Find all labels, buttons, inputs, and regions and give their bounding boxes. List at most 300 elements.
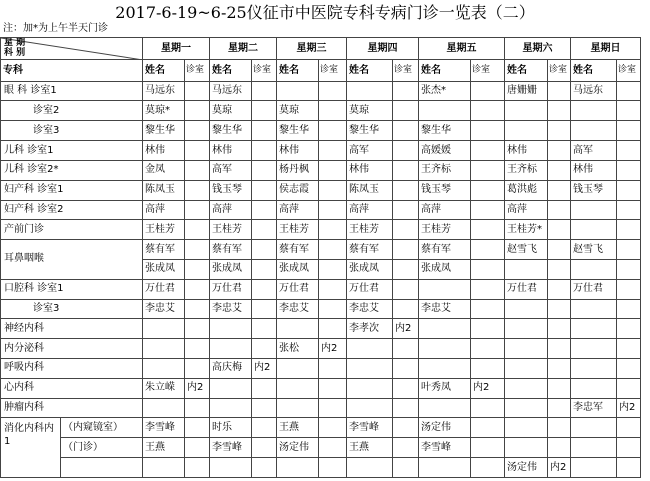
room-cell [617, 240, 641, 260]
room-cell [319, 299, 347, 319]
doctor-name-cell: 钱玉琴 [210, 180, 252, 200]
doctor-name-cell [277, 359, 319, 379]
doctor-name-cell [347, 339, 393, 359]
doctor-name-cell [505, 398, 548, 418]
doctor-name-cell: 蔡有军 [210, 240, 252, 260]
room-cell [471, 200, 505, 220]
doctor-name-cell: 李孝次 [347, 319, 393, 339]
doctor-name-cell: 高军 [347, 141, 393, 161]
doctor-name-cell [571, 339, 617, 359]
room-cell [393, 160, 419, 180]
room-cell [471, 398, 505, 418]
doctor-name-cell [571, 101, 617, 121]
dept-cell: 消化内科内1 [1, 418, 61, 478]
room-cell [185, 359, 210, 379]
room-cell [393, 101, 419, 121]
room-cell [319, 458, 347, 478]
room-cell [548, 398, 571, 418]
doctor-name-cell [571, 220, 617, 240]
room-cell [471, 240, 505, 260]
room-cell [319, 240, 347, 260]
room-cell [617, 200, 641, 220]
doctor-name-cell: 赵雪飞 [505, 240, 548, 260]
room-cell [617, 180, 641, 200]
room-cell [393, 259, 419, 279]
doctor-name-cell: 唐姗姗 [505, 81, 548, 101]
doctor-name-cell: 黎生华 [277, 121, 319, 141]
header-corner [1, 38, 143, 60]
doctor-name-cell: 叶秀凤 [419, 378, 471, 398]
room-cell [185, 259, 210, 279]
day-header: 星期五 [419, 38, 505, 60]
room-header: 诊室 [617, 60, 641, 81]
room-cell [548, 180, 571, 200]
doctor-name-cell [143, 458, 185, 478]
doctor-name-cell [505, 319, 548, 339]
room-cell [185, 299, 210, 319]
room-cell [393, 121, 419, 141]
dept-cell: 口腔科 诊室1 [1, 279, 143, 299]
doctor-name-cell [419, 398, 471, 418]
doctor-name-cell [347, 378, 393, 398]
doctor-name-cell: 张松 [277, 339, 319, 359]
doctor-name-cell: 王燕 [277, 418, 319, 438]
room-cell [471, 141, 505, 161]
doctor-name-cell: 万仕君 [143, 279, 185, 299]
table-row [1, 359, 641, 379]
room-cell [319, 319, 347, 339]
doctor-name-cell [143, 398, 185, 418]
doctor-name-cell: 黎生华 [419, 121, 471, 141]
dept-cell: 儿科 诊室1 [1, 141, 143, 161]
room-cell [617, 259, 641, 279]
schedule-table [0, 37, 641, 478]
room-cell [393, 438, 419, 458]
doctor-name-cell: 王燕 [347, 438, 393, 458]
room-cell [393, 180, 419, 200]
room-cell [393, 279, 419, 299]
table-row [1, 378, 641, 398]
room-cell [252, 141, 277, 161]
room-cell [548, 319, 571, 339]
doctor-name-cell [143, 319, 185, 339]
dept-cell: 心内科 [1, 378, 143, 398]
table-row [1, 458, 641, 478]
doctor-name-cell: 陈凤玉 [143, 180, 185, 200]
dept-cell: 肿瘤内科 [1, 398, 143, 418]
table-row [1, 160, 641, 180]
doctor-name-cell: 蔡有军 [419, 240, 471, 260]
doctor-name-cell: 李忠军 [571, 398, 617, 418]
room-cell [471, 319, 505, 339]
room-cell [252, 299, 277, 319]
doctor-name-cell [505, 339, 548, 359]
room-cell [471, 438, 505, 458]
room-cell [185, 121, 210, 141]
table-row [1, 398, 641, 418]
room-cell [548, 200, 571, 220]
doctor-name-cell [347, 81, 393, 101]
dept-cell: 内分泌科 [1, 339, 143, 359]
doctor-name-cell: 林伟 [571, 160, 617, 180]
doctor-name-cell: 蔡有军 [347, 240, 393, 260]
doctor-name-cell: 时乐 [210, 418, 252, 438]
doctor-name-cell: 高萍 [505, 200, 548, 220]
doctor-name-cell [277, 81, 319, 101]
doctor-name-cell: 朱立嵘 [143, 378, 185, 398]
room-cell [548, 279, 571, 299]
room-cell [548, 101, 571, 121]
doctor-name-cell: 林伟 [347, 160, 393, 180]
room-cell [617, 160, 641, 180]
doctor-name-cell: 高萍 [419, 200, 471, 220]
doctor-name-cell: 万仕君 [571, 279, 617, 299]
room-cell: 内2 [319, 339, 347, 359]
table-row [1, 141, 641, 161]
name-header: 姓名 [347, 60, 393, 81]
doctor-name-cell: 王桂芳 [277, 220, 319, 240]
doctor-name-cell: 高萍 [347, 200, 393, 220]
room-cell [617, 339, 641, 359]
room-cell [319, 101, 347, 121]
doctor-name-cell [571, 458, 617, 478]
room-cell [548, 160, 571, 180]
doctor-name-cell: 张成凤 [277, 259, 319, 279]
room-cell [319, 200, 347, 220]
doctor-name-cell: 莫琼 [347, 101, 393, 121]
dept-cell: 诊室2 [1, 101, 143, 121]
room-cell [252, 458, 277, 478]
room-cell [252, 101, 277, 121]
room-cell [252, 259, 277, 279]
room-cell [471, 160, 505, 180]
doctor-name-cell [419, 339, 471, 359]
room-cell [185, 398, 210, 418]
doctor-name-cell [571, 418, 617, 438]
doctor-name-cell: 汤定伟 [277, 438, 319, 458]
room-cell [548, 220, 571, 240]
table-row [1, 200, 641, 220]
doctor-name-cell [505, 101, 548, 121]
table-row [1, 339, 641, 359]
room-cell [471, 418, 505, 438]
room-cell [252, 240, 277, 260]
doctor-name-cell: 林伟 [210, 141, 252, 161]
doctor-name-cell: 李雪峰 [347, 418, 393, 438]
room-header: 诊室 [252, 60, 277, 81]
doctor-name-cell [571, 438, 617, 458]
doctor-name-cell: 陈凤玉 [347, 180, 393, 200]
dept-cell: 眼 科 诊室1 [1, 81, 143, 101]
corner-top-label: 星 期 [4, 38, 26, 48]
doctor-name-cell: 林伟 [143, 141, 185, 161]
doctor-name-cell: 王齐标 [505, 160, 548, 180]
doctor-name-cell: 莫琼 [277, 101, 319, 121]
room-cell [393, 81, 419, 101]
doctor-name-cell: 万仕君 [210, 279, 252, 299]
dept-header: 专科 [1, 60, 143, 81]
doctor-name-cell: 金凤 [143, 160, 185, 180]
room-cell [617, 220, 641, 240]
room-cell [252, 81, 277, 101]
doctor-name-cell [571, 378, 617, 398]
day-header: 星期二 [210, 38, 277, 60]
room-cell [471, 279, 505, 299]
doctor-name-cell [505, 359, 548, 379]
doctor-name-cell: 高庆梅 [210, 359, 252, 379]
doctor-name-cell [277, 398, 319, 418]
doctor-name-cell: 王桂芳 [347, 220, 393, 240]
room-cell [185, 141, 210, 161]
day-header: 星期四 [347, 38, 419, 60]
room-cell [548, 359, 571, 379]
room-cell [319, 418, 347, 438]
doctor-name-cell [419, 279, 471, 299]
doctor-name-cell: 张成凤 [347, 259, 393, 279]
room-cell [185, 160, 210, 180]
room-header: 诊室 [393, 60, 419, 81]
room-cell [617, 438, 641, 458]
room-cell [393, 359, 419, 379]
doctor-name-cell: 万仕君 [277, 279, 319, 299]
room-cell [471, 81, 505, 101]
room-header: 诊室 [471, 60, 505, 81]
room-cell [185, 101, 210, 121]
room-cell: 内2 [252, 359, 277, 379]
doctor-name-cell: 王桂芳 [419, 220, 471, 240]
room-cell [319, 398, 347, 418]
room-cell: 内2 [393, 319, 419, 339]
doctor-name-cell [571, 319, 617, 339]
table-row [1, 418, 641, 438]
doctor-name-cell: 黎生华 [347, 121, 393, 141]
doctor-name-cell: 钱玉琴 [419, 180, 471, 200]
room-cell [252, 121, 277, 141]
room-cell [548, 259, 571, 279]
doctor-name-cell [277, 319, 319, 339]
room-cell [319, 160, 347, 180]
doctor-name-cell: 王齐标 [419, 160, 471, 180]
room-cell [548, 299, 571, 319]
doctor-name-cell [277, 378, 319, 398]
room-cell [548, 121, 571, 141]
room-cell [319, 81, 347, 101]
doctor-name-cell: 高军 [210, 160, 252, 180]
dept-cell: 诊室3 [1, 121, 143, 141]
note: 注：加*为上午半天门诊 [3, 23, 108, 34]
name-header: 姓名 [143, 60, 185, 81]
doctor-name-cell [419, 458, 471, 478]
dept-cell: 呼吸内科 [1, 359, 143, 379]
doctor-name-cell: 林伟 [277, 141, 319, 161]
doctor-name-cell [571, 200, 617, 220]
doctor-name-cell [347, 359, 393, 379]
day-header: 星期一 [143, 38, 210, 60]
doctor-name-cell [505, 418, 548, 438]
day-header: 星期日 [571, 38, 641, 60]
room-cell [393, 398, 419, 418]
room-cell [471, 121, 505, 141]
name-header: 姓名 [505, 60, 548, 81]
room-cell: 内2 [617, 398, 641, 418]
doctor-name-cell [210, 378, 252, 398]
page-title: 2017-6-19~6-25仪征市中医院专科专病门诊一览表（二） [115, 3, 535, 22]
room-cell [319, 180, 347, 200]
doctor-name-cell [505, 121, 548, 141]
room-cell [252, 200, 277, 220]
room-cell [185, 220, 210, 240]
room-cell [393, 200, 419, 220]
doctor-name-cell: 李忠艾 [277, 299, 319, 319]
room-cell [319, 378, 347, 398]
room-cell [393, 378, 419, 398]
doctor-name-cell: 莫琼* [143, 101, 185, 121]
table-row [1, 240, 641, 260]
doctor-name-cell: 李雪峰 [210, 438, 252, 458]
table-row [1, 220, 641, 240]
corner-bottom-label: 科 别 [4, 48, 26, 58]
room-cell [471, 101, 505, 121]
doctor-name-cell: 李忠艾 [347, 299, 393, 319]
room-cell [617, 359, 641, 379]
room-header: 诊室 [548, 60, 571, 81]
doctor-name-cell: 高媛媛 [419, 141, 471, 161]
dept-sub-cell [61, 458, 143, 478]
room-cell [185, 319, 210, 339]
doctor-name-cell: 林伟 [505, 141, 548, 161]
room-cell [252, 160, 277, 180]
table-row [1, 279, 641, 299]
doctor-name-cell: 李忠艾 [419, 299, 471, 319]
dept-cell: 神经内科 [1, 319, 143, 339]
room-cell [252, 378, 277, 398]
room-cell [393, 458, 419, 478]
doctor-name-cell: 王燕 [143, 438, 185, 458]
doctor-name-cell: 万仕君 [347, 279, 393, 299]
dept-cell: 妇产科 诊室1 [1, 180, 143, 200]
room-cell [548, 378, 571, 398]
name-header: 姓名 [419, 60, 471, 81]
room-cell [252, 398, 277, 418]
room-cell [471, 220, 505, 240]
table-row [1, 299, 641, 319]
doctor-name-cell [505, 438, 548, 458]
doctor-name-cell: 葛洪彪 [505, 180, 548, 200]
room-cell: 内2 [471, 378, 505, 398]
dept-cell: 妇产科 诊室2 [1, 200, 143, 220]
doctor-name-cell: 王桂芳 [210, 220, 252, 240]
doctor-name-cell [505, 259, 548, 279]
doctor-name-cell: 汤定伟 [419, 418, 471, 438]
doctor-name-cell: 张成凤 [210, 259, 252, 279]
doctor-name-cell [419, 359, 471, 379]
doctor-name-cell [571, 259, 617, 279]
doctor-name-cell: 王桂芳 [143, 220, 185, 240]
doctor-name-cell: 张杰* [419, 81, 471, 101]
dept-cell: 产前门诊 [1, 220, 143, 240]
room-cell [393, 240, 419, 260]
doctor-name-cell: 赵雪飞 [571, 240, 617, 260]
room-cell [252, 339, 277, 359]
room-cell [471, 339, 505, 359]
room-cell [185, 418, 210, 438]
room-cell [471, 359, 505, 379]
doctor-name-cell: 马远东 [571, 81, 617, 101]
doctor-name-cell: 蔡有军 [143, 240, 185, 260]
dept-cell: 儿科 诊室2* [1, 160, 143, 180]
doctor-name-cell: 高萍 [277, 200, 319, 220]
room-cell [185, 438, 210, 458]
doctor-name-cell [571, 359, 617, 379]
table-row [1, 319, 641, 339]
table-row [1, 81, 641, 101]
doctor-name-cell [347, 398, 393, 418]
doctor-name-cell: 黎生华 [210, 121, 252, 141]
room-cell [185, 240, 210, 260]
room-cell [252, 220, 277, 240]
room-cell [617, 418, 641, 438]
dept-cell: 诊室3 [1, 299, 143, 319]
doctor-name-cell: 李忠艾 [210, 299, 252, 319]
table-row [1, 121, 641, 141]
room-cell [548, 438, 571, 458]
doctor-name-cell: 李雪峰 [143, 418, 185, 438]
room-cell [319, 438, 347, 458]
room-cell [252, 180, 277, 200]
dept-cell: 耳鼻咽喉 [1, 240, 143, 280]
room-cell [185, 458, 210, 478]
day-header: 星期三 [277, 38, 347, 60]
doctor-name-cell: 高萍 [143, 200, 185, 220]
table-row [1, 180, 641, 200]
doctor-name-cell [505, 378, 548, 398]
doctor-name-cell: 高军 [571, 141, 617, 161]
doctor-name-cell [505, 299, 548, 319]
doctor-name-cell [143, 339, 185, 359]
room-cell [471, 299, 505, 319]
room-cell [185, 81, 210, 101]
room-cell [319, 279, 347, 299]
doctor-name-cell [347, 458, 393, 478]
room-cell [185, 279, 210, 299]
room-cell [617, 299, 641, 319]
doctor-name-cell: 侯志霞 [277, 180, 319, 200]
room-cell [617, 81, 641, 101]
doctor-name-cell: 蔡有军 [277, 240, 319, 260]
room-cell: 内2 [548, 458, 571, 478]
room-cell [319, 259, 347, 279]
room-cell [393, 220, 419, 240]
doctor-name-cell [571, 121, 617, 141]
doctor-name-cell [143, 359, 185, 379]
room-cell [617, 378, 641, 398]
doctor-name-cell [419, 319, 471, 339]
room-cell [617, 458, 641, 478]
doctor-name-cell: 张成凤 [143, 259, 185, 279]
name-header: 姓名 [210, 60, 252, 81]
dept-sub-cell: （内窥镜室） [61, 418, 143, 438]
room-cell [471, 180, 505, 200]
dept-sub-cell: （门诊） [61, 438, 143, 458]
room-cell: 内2 [185, 378, 210, 398]
doctor-name-cell: 莫琼 [210, 101, 252, 121]
room-cell [393, 339, 419, 359]
doctor-name-cell: 李忠艾 [143, 299, 185, 319]
doctor-name-cell [210, 398, 252, 418]
room-cell [319, 121, 347, 141]
day-header: 星期六 [505, 38, 571, 60]
room-cell [319, 359, 347, 379]
